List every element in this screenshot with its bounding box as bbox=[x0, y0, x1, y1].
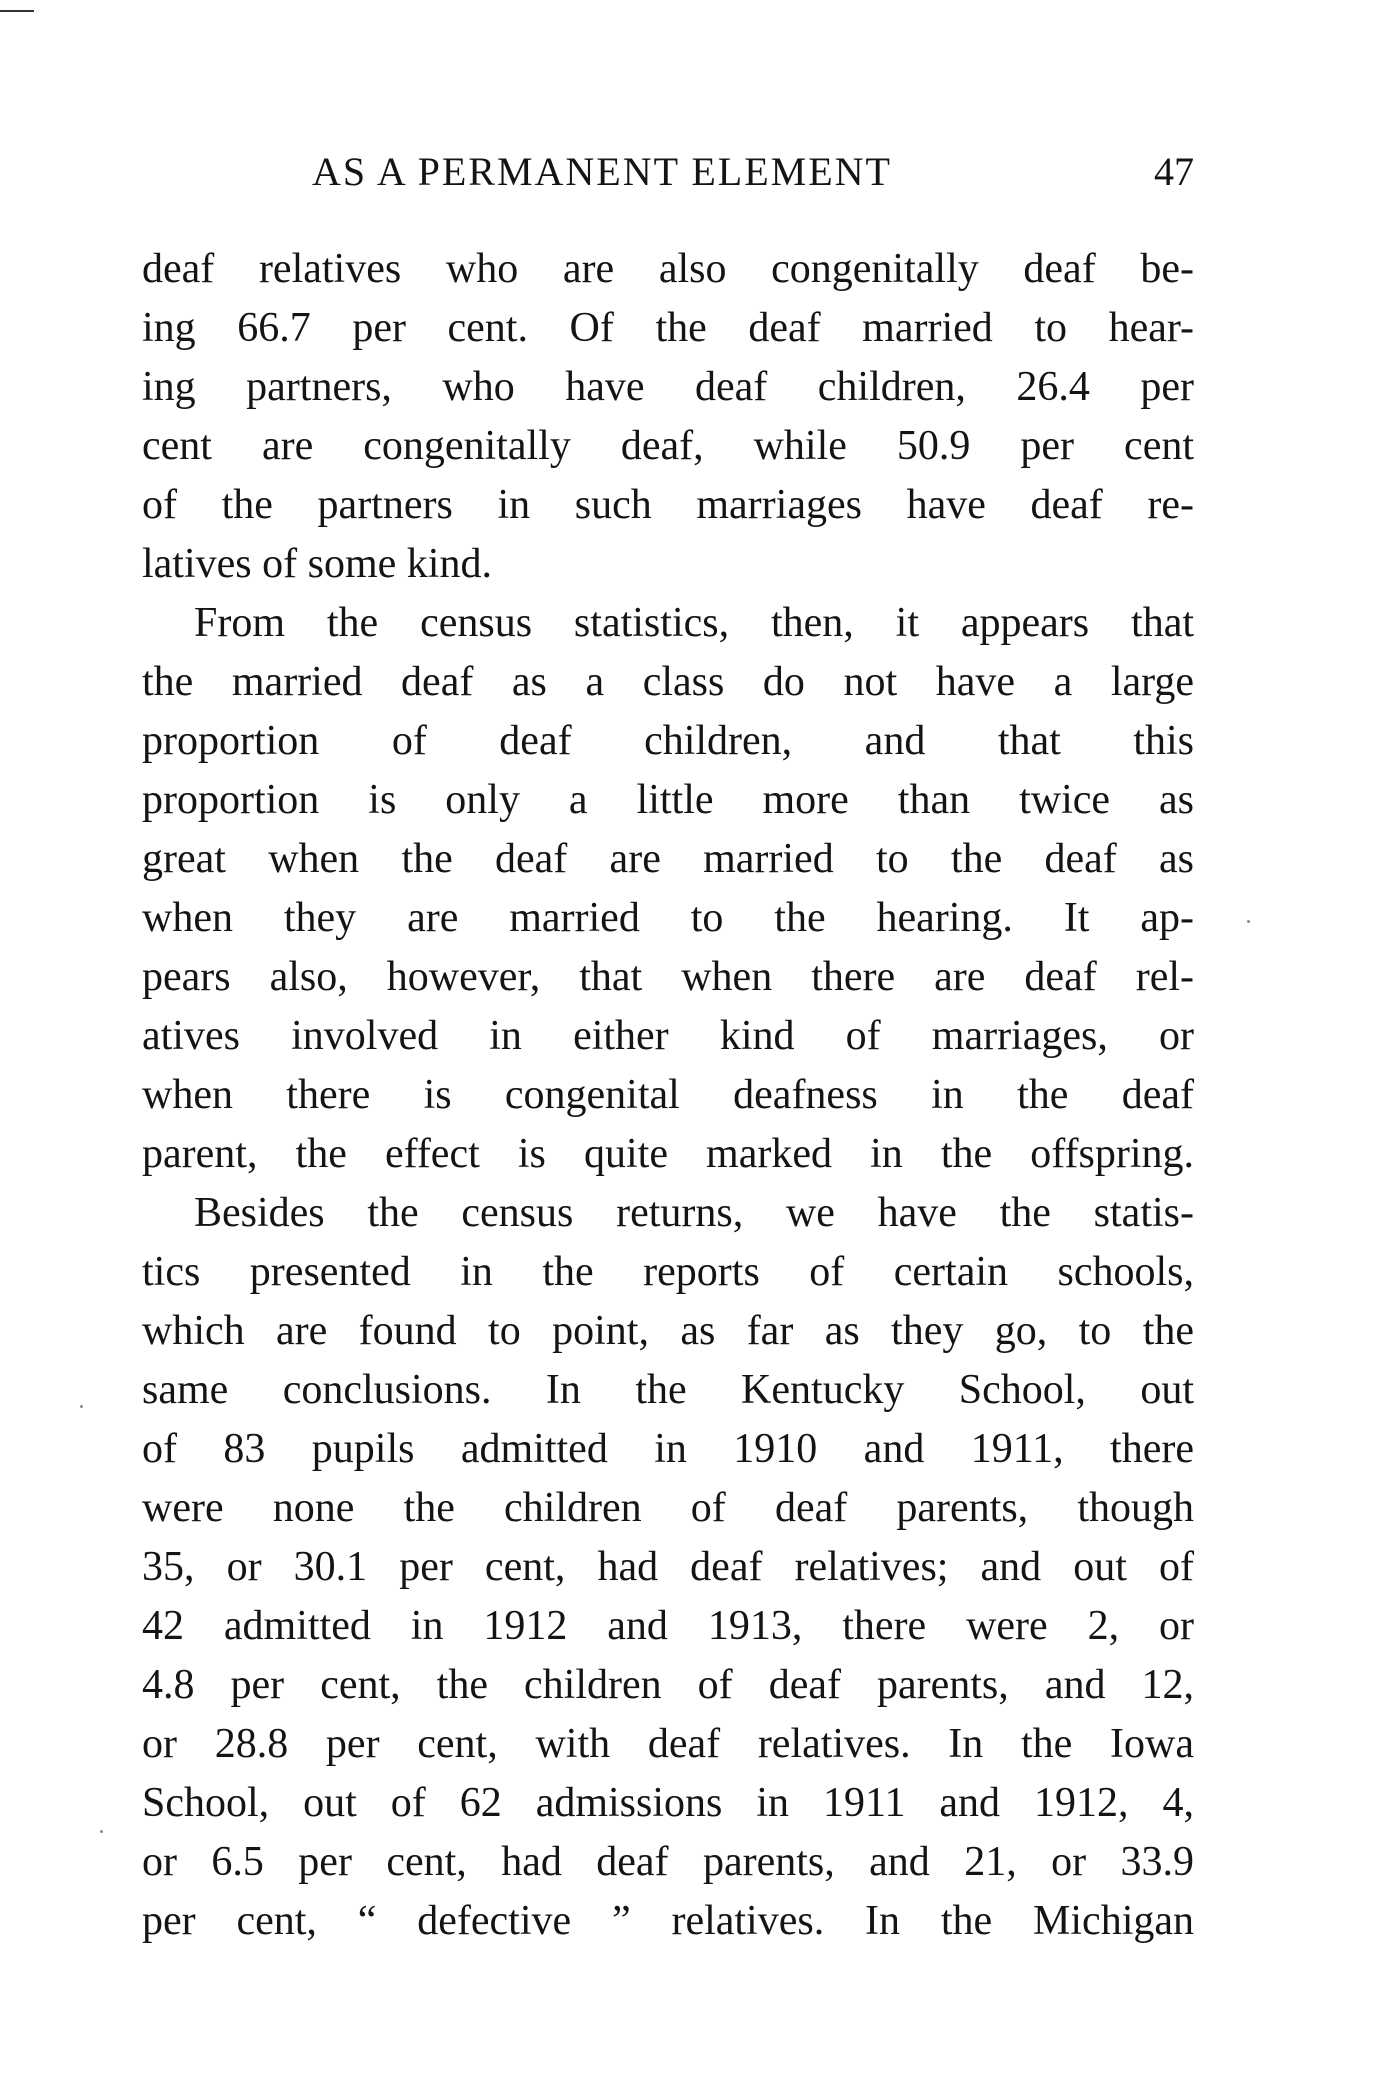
running-title: AS A PERMANENT ELEMENT bbox=[312, 149, 892, 194]
text-line: of 83 pupils admitted in 1910 and 1911, there bbox=[142, 1426, 1194, 1472]
text-line: when they are married to the hearing. It ap- bbox=[142, 895, 1194, 941]
paragraph-end-line: latives of some kind. bbox=[142, 541, 492, 587]
text-line: were none the children of deaf parents, though bbox=[142, 1485, 1194, 1531]
text-line: deaf relatives who are also congenitally deaf be- bbox=[142, 246, 1194, 292]
text-line: ing 66.7 per cent. Of the deaf married to hear- bbox=[142, 305, 1194, 351]
text-line: which are found to point, as far as they go, to the bbox=[142, 1308, 1194, 1354]
page-number: 47 bbox=[1154, 149, 1194, 194]
paragraph-first-line: Besides the census returns, we have the statis- bbox=[194, 1190, 1194, 1236]
text-line: same conclusions. In the Kentucky School, out bbox=[142, 1367, 1194, 1413]
running-head bbox=[142, 148, 1194, 198]
text-line: 35, or 30.1 per cent, had deaf relatives; and out of bbox=[142, 1544, 1194, 1590]
text-line: or 28.8 per cent, with deaf relatives. In the Iowa bbox=[142, 1721, 1194, 1767]
text-line: proportion of deaf children, and that this bbox=[142, 718, 1194, 764]
text-line: 4.8 per cent, the children of deaf parents, and 12, bbox=[142, 1662, 1194, 1708]
text-line: ing partners, who have deaf children, 26.4 per bbox=[142, 364, 1194, 410]
text-line: the married deaf as a class do not have a large bbox=[142, 659, 1194, 705]
text-line: per cent, “ defective ” relatives. In the Michigan bbox=[142, 1898, 1194, 1944]
text-line: great when the deaf are married to the deaf as bbox=[142, 836, 1194, 882]
paragraph-first-line: From the census statistics, then, it appears that bbox=[194, 600, 1194, 646]
corner-rule bbox=[0, 10, 34, 12]
text-line: tics presented in the reports of certain schools, bbox=[142, 1249, 1194, 1295]
paper-speck bbox=[80, 1405, 83, 1408]
paper-speck bbox=[1247, 920, 1250, 923]
text-line: of the partners in such marriages have deaf re- bbox=[142, 482, 1194, 528]
text-line: proportion is only a little more than twice as bbox=[142, 777, 1194, 823]
text-line: when there is congenital deafness in the deaf bbox=[142, 1072, 1194, 1118]
paper-speck bbox=[100, 1830, 103, 1833]
paragraph-end-line: parent, the effect is quite marked in the offspring. bbox=[142, 1131, 1194, 1177]
text-line: atives involved in either kind of marriages, or bbox=[142, 1013, 1194, 1059]
text-line: or 6.5 per cent, had deaf parents, and 21, or 33.9 bbox=[142, 1839, 1194, 1885]
text-line: cent are congenitally deaf, while 50.9 per cent bbox=[142, 423, 1194, 469]
text-line: 42 admitted in 1912 and 1913, there were 2, or bbox=[142, 1603, 1194, 1649]
text-line: pears also, however, that when there are deaf rel- bbox=[142, 954, 1194, 1000]
body-text bbox=[142, 240, 1194, 1951]
text-line: School, out of 62 admissions in 1911 and 1912, 4, bbox=[142, 1780, 1194, 1826]
